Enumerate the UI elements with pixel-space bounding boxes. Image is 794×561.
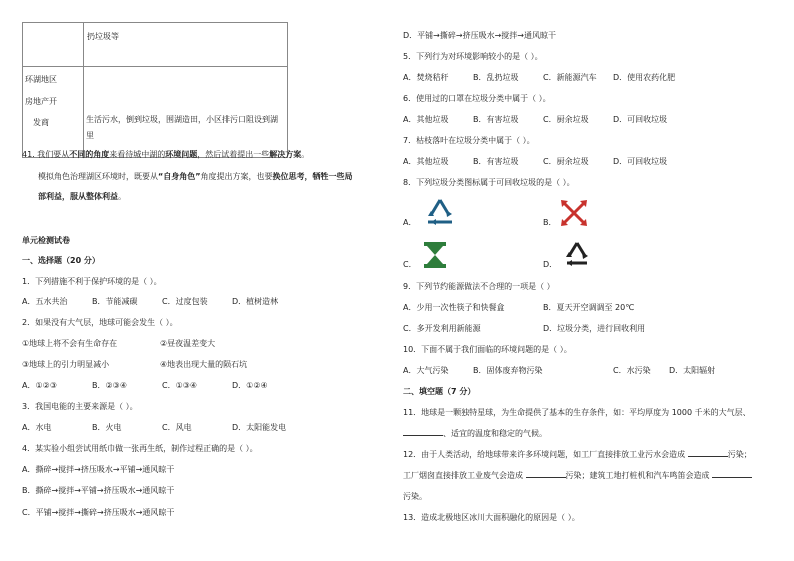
- other-waste-icon: [560, 238, 594, 272]
- stakeholder-table: [22, 22, 288, 158]
- question-5: 5．下列行为对环境影响较小的是（ ）。: [403, 52, 543, 61]
- option: A．五水共治: [22, 297, 68, 306]
- option: B．火电: [92, 423, 122, 432]
- option: B．节能减碳: [92, 297, 138, 306]
- option: C．平铺→搅拌→撕碎→挤压吸水→通风晾干: [22, 508, 175, 517]
- table-cell-behavior: [84, 67, 288, 158]
- option: C．厨余垃圾: [543, 115, 589, 124]
- question-41-line3: 部利益，服从整体利益。: [38, 192, 126, 201]
- recyclable-icon: [423, 196, 457, 230]
- option-label: A．: [403, 218, 417, 227]
- option: A．大气污染: [403, 366, 449, 375]
- question-13: 13．造成北极地区冰川大面积融化的原因是（ ）。: [403, 513, 580, 522]
- question-8: 8．下列垃圾分类图标属于可回收垃圾的是（ ）。: [403, 178, 575, 187]
- option: D．①②④: [232, 381, 268, 390]
- table-cell-empty: [23, 23, 84, 67]
- option-label: D．: [543, 260, 558, 269]
- question-11-cont: 、适宜的温度和稳定的气候。: [403, 429, 547, 439]
- exam-title: 单元检测试卷: [22, 236, 70, 245]
- option: B．夏天开空调调至 20℃: [543, 303, 635, 312]
- option: A．其他垃圾: [403, 157, 449, 166]
- role-line: 环湖地区: [25, 75, 57, 84]
- table-cell: 扔垃圾等: [84, 23, 288, 67]
- table-cell-role: [23, 67, 84, 158]
- option: D．使用农药化肥: [613, 73, 676, 82]
- answer-blank[interactable]: [403, 435, 443, 436]
- question-12-end: 污染。: [403, 492, 427, 501]
- option: B．有害垃圾: [473, 115, 519, 124]
- option-label: C．: [403, 260, 417, 269]
- role-line: 房地产开: [25, 96, 57, 106]
- option: D．植树造林: [232, 297, 279, 306]
- part1-heading: 一、选择题（20 分）: [22, 256, 100, 265]
- option: D．太阳能发电: [232, 423, 287, 432]
- option: C．过度包装: [162, 297, 208, 306]
- option: D．可回收垃圾: [613, 115, 668, 124]
- question-10: 10．下面不属于我们面临的环境问题的是（ ）。: [403, 345, 572, 354]
- answer-blank[interactable]: [712, 477, 752, 478]
- option: A．少用一次性筷子和快餐盒: [403, 303, 505, 312]
- question-12: 12．由于人类活动，给地球带来许多环境问题，如工厂直接排放工业污水会造成 污染；: [403, 450, 752, 459]
- question-41-line1: 41. 我们要从不同的角度来看待城中湖的环境问题，然后试着提出一些解决方案。: [22, 150, 310, 159]
- question-11: 11．地球是一颗独特星球，为生命提供了基本的生存条件，如：平均厚度为 1000 千米的大气层、: [403, 408, 751, 417]
- option: A．①②③: [22, 381, 57, 390]
- question-9: 9．下列节约能源做法不合理的一项是（ ）: [403, 282, 555, 291]
- option: D．太阳辐射: [669, 366, 716, 375]
- statement: ④地表出现大量的陨石坑: [160, 360, 248, 369]
- answer-blank[interactable]: [688, 456, 728, 457]
- option: C．新能源汽车: [543, 73, 597, 82]
- option: D．平铺→撕碎→挤压吸水→搅拌→通风晾干: [403, 31, 556, 40]
- question-41-line2: 模拟角色治理湖区环境时，既要从“自身角色”角度提出方案，也要换位思考，牺牲一些局: [38, 172, 353, 181]
- kitchen-waste-icon: [418, 238, 452, 272]
- statement: ②昼夜温差变大: [160, 339, 216, 348]
- option: C．风电: [162, 423, 192, 432]
- question-7: 7．枯枝落叶在垃圾分类中属于（ ）。: [403, 136, 535, 145]
- option: A．水电: [22, 423, 52, 432]
- option: B．②③④: [92, 381, 128, 390]
- option: A．焚烧秸秆: [403, 73, 449, 82]
- statement: ③地球上的引力明显减小: [22, 360, 110, 369]
- option: D．可回收垃圾: [613, 157, 668, 166]
- option: C．多开发利用新能源: [403, 324, 481, 333]
- option: D．垃圾分类，进行回收利用: [543, 324, 646, 333]
- option: B．有害垃圾: [473, 157, 519, 166]
- option: C．①③④: [162, 381, 198, 390]
- question-2: 2．如果没有大气层，地球可能会发生（ ）。: [22, 318, 178, 327]
- question-4: 4．某实验小组尝试用纸巾做一张再生纸，制作过程正确的是（ ）。: [22, 444, 258, 453]
- option: C．厨余垃圾: [543, 157, 589, 166]
- question-12-cont: 工厂烟囱直接排放工业废气会造成 污染；建筑工地打桩机和汽车鸣笛会造成: [403, 471, 752, 481]
- option: B．乱扔垃圾: [473, 73, 519, 82]
- option: A．其他垃圾: [403, 115, 449, 124]
- option: B．撕碎→搅拌→平铺→挤压吸水→通风晾干: [22, 486, 175, 495]
- harmful-waste-icon: [557, 196, 591, 230]
- part2-heading: 二、填空题（7 分）: [403, 387, 476, 396]
- option: B．固体废弃物污染: [473, 366, 543, 375]
- option-label: B．: [543, 218, 557, 227]
- option: C．水污染: [613, 366, 651, 375]
- question-6: 6．使用过的口罩在垃圾分类中属于（ ）。: [403, 94, 551, 103]
- role-line: 发商: [33, 118, 49, 128]
- question-1: 1．下列措施不利于保护环境的是（ ）。: [22, 277, 162, 286]
- option: A．撕碎→搅拌→挤压吸水→平铺→通风晾干: [22, 465, 175, 474]
- answer-blank[interactable]: [526, 477, 566, 478]
- question-3: 3．我国电能的主要来源是（ ）。: [22, 402, 138, 411]
- behavior-line: 里: [86, 130, 94, 140]
- behavior-line: 生活污水，倒到垃圾，围湖造田，小区排污口阻设到湖: [86, 115, 278, 124]
- statement: ①地球上将不会有生命存在: [22, 339, 118, 348]
